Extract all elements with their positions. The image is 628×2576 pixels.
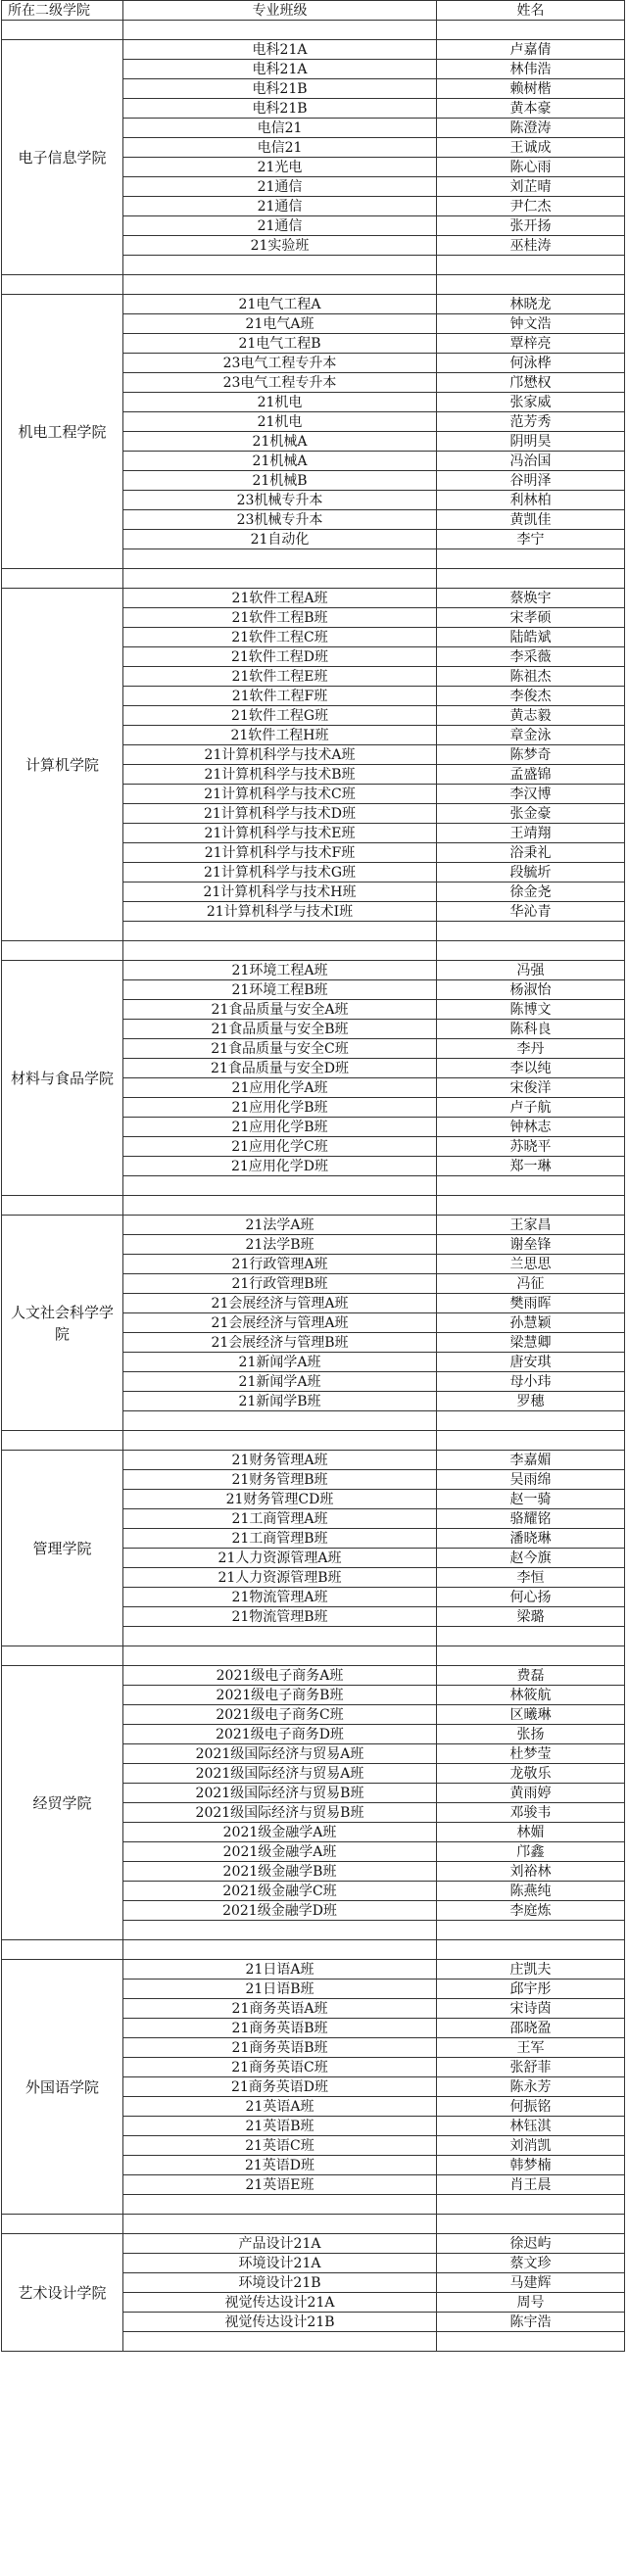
name-cell: 林钰淇: [437, 2117, 625, 2136]
class-cell: 21会展经济与管理A班: [123, 1313, 437, 1333]
name-cell: 谢垒锋: [437, 1235, 625, 1255]
name-cell: 李庭炼: [437, 1901, 625, 1921]
group-spacer-row: [2, 2215, 625, 2234]
empty-cell: [123, 1196, 437, 1216]
name-cell: 黄志毅: [437, 706, 625, 726]
empty-cell: [2, 941, 123, 961]
class-cell: 21自动化: [123, 530, 437, 549]
class-cell: 23电气工程专升本: [123, 373, 437, 393]
table-row: [2, 295, 625, 314]
name-cell: 华沁青: [437, 902, 625, 922]
name-cell: 浴秉礼: [437, 843, 625, 863]
name-cell: 杨淑怡: [437, 980, 625, 1000]
name-cell: 黄本豪: [437, 99, 625, 119]
name-cell: 兰思思: [437, 1255, 625, 1274]
name-cell: 邓骏韦: [437, 1803, 625, 1823]
name-cell: 母小玮: [437, 1372, 625, 1392]
name-cell: 李俊杰: [437, 687, 625, 706]
class-cell: 视觉传达设计21A: [123, 2293, 437, 2313]
name-cell: 陆皓斌: [437, 628, 625, 647]
class-cell: 21软件工程A班: [123, 589, 437, 608]
class-cell: 21食品质量与安全D班: [123, 1059, 437, 1078]
name-cell: 蔡焕宇: [437, 589, 625, 608]
group-spacer-row: [2, 275, 625, 295]
class-cell: 21应用化学D班: [123, 1157, 437, 1176]
class-cell: 21商务英语C班: [123, 2058, 437, 2077]
class-cell: 21实验班: [123, 236, 437, 256]
empty-cell: [123, 2195, 437, 2215]
name-cell: 陈永芳: [437, 2077, 625, 2097]
empty-cell: [123, 549, 437, 569]
class-cell: 21机械B: [123, 471, 437, 491]
name-cell: 李以纯: [437, 1059, 625, 1078]
group-spacer-row: [2, 569, 625, 589]
name-cell: 陈心雨: [437, 158, 625, 177]
class-cell: 2021级金融学B班: [123, 1862, 437, 1882]
college-cell: 艺术设计学院: [2, 2234, 123, 2352]
class-cell: 2021级国际经济与贸易B班: [123, 1784, 437, 1803]
name-cell: 卢嘉倩: [437, 40, 625, 60]
class-cell: 21软件工程B班: [123, 608, 437, 628]
name-cell: 蔡文珍: [437, 2254, 625, 2273]
class-cell: 21计算机科学与技术F班: [123, 843, 437, 863]
name-cell: 张家威: [437, 393, 625, 412]
class-cell: 21行政管理B班: [123, 1274, 437, 1294]
name-cell: 肖王晨: [437, 2175, 625, 2195]
class-cell: 21计算机科学与技术D班: [123, 804, 437, 824]
name-cell: 章金泳: [437, 726, 625, 745]
class-cell: 电科21A: [123, 40, 437, 60]
class-cell: 2021级国际经济与贸易B班: [123, 1803, 437, 1823]
name-cell: 张金豪: [437, 804, 625, 824]
empty-cell: [123, 1431, 437, 1451]
class-cell: 21计算机科学与技术G班: [123, 863, 437, 883]
class-cell: 21软件工程F班: [123, 687, 437, 706]
name-cell: 龙敬乐: [437, 1764, 625, 1784]
class-cell: 21软件工程G班: [123, 706, 437, 726]
name-cell: 费磊: [437, 1666, 625, 1686]
class-cell: 21英语B班: [123, 2117, 437, 2136]
empty-cell: [437, 1940, 625, 1960]
class-cell: 21工商管理B班: [123, 1529, 437, 1549]
name-cell: 王靖翔: [437, 824, 625, 843]
name-cell: 骆耀铭: [437, 1509, 625, 1529]
class-cell: 21日语A班: [123, 1960, 437, 1980]
name-cell: 谷明泽: [437, 471, 625, 491]
class-cell: 21光电: [123, 158, 437, 177]
table-row: [2, 1960, 625, 1980]
class-cell: 21计算机科学与技术C班: [123, 785, 437, 804]
class-cell: 电科21B: [123, 79, 437, 99]
empty-cell: [437, 21, 625, 40]
class-cell: 电信21: [123, 138, 437, 158]
class-cell: 21软件工程D班: [123, 647, 437, 667]
class-cell: 2021级电子商务C班: [123, 1705, 437, 1725]
name-cell: 苏晓平: [437, 1137, 625, 1157]
class-cell: 21应用化学B班: [123, 1098, 437, 1118]
class-cell: 21英语A班: [123, 2097, 437, 2117]
empty-cell: [437, 1646, 625, 1666]
name-cell: 庄凯夫: [437, 1960, 625, 1980]
class-cell: 21软件工程H班: [123, 726, 437, 745]
class-cell: 视觉传达设计21B: [123, 2313, 437, 2332]
name-cell: 赖树楷: [437, 79, 625, 99]
name-cell: 徐迟屿: [437, 2234, 625, 2254]
name-cell: 黄凯佳: [437, 510, 625, 530]
class-cell: 21法学B班: [123, 1235, 437, 1255]
empty-cell: [123, 1176, 437, 1196]
college-cell: 机电工程学院: [2, 295, 123, 569]
name-cell: 陈博文: [437, 1000, 625, 1020]
class-cell: 21财务管理CD班: [123, 1490, 437, 1509]
college-cell: 材料与食品学院: [2, 961, 123, 1196]
name-cell: 林伟浩: [437, 60, 625, 79]
college-cell: 外国语学院: [2, 1960, 123, 2215]
class-cell: 21英语E班: [123, 2175, 437, 2195]
class-cell: 21计算机科学与技术E班: [123, 824, 437, 843]
name-cell: 陈科良: [437, 1020, 625, 1039]
name-cell: 邵晓盈: [437, 2019, 625, 2038]
roster-table: [1, 0, 625, 2352]
class-cell: 21新闻学B班: [123, 1392, 437, 1411]
name-cell: 陈梦奇: [437, 745, 625, 765]
class-cell: 21人力资源管理A班: [123, 1549, 437, 1568]
class-cell: 21英语D班: [123, 2156, 437, 2175]
group-spacer-row: [2, 941, 625, 961]
name-cell: 梁璐: [437, 1607, 625, 1627]
header-name: 姓名: [437, 1, 625, 21]
class-cell: 21计算机科学与技术B班: [123, 765, 437, 785]
name-cell: 刘芷晴: [437, 177, 625, 197]
table-row: [2, 1451, 625, 1470]
class-cell: 21商务英语B班: [123, 2038, 437, 2058]
class-cell: 21会展经济与管理B班: [123, 1333, 437, 1353]
empty-cell: [123, 2215, 437, 2234]
name-cell: 吴雨绵: [437, 1470, 625, 1490]
group-spacer-row: [2, 1196, 625, 1216]
class-cell: 2021级金融学D班: [123, 1901, 437, 1921]
empty-cell: [437, 1411, 625, 1431]
name-cell: 阴明昊: [437, 432, 625, 452]
table-row: [2, 1216, 625, 1235]
group-spacer-row: [2, 21, 625, 40]
name-cell: 刘裕林: [437, 1862, 625, 1882]
name-cell: 张开扬: [437, 216, 625, 236]
header-row: [2, 1, 625, 21]
empty-cell: [123, 922, 437, 941]
group-spacer-row: [2, 1646, 625, 1666]
header-class: 专业班级: [123, 1, 437, 21]
class-cell: 2021级电子商务A班: [123, 1666, 437, 1686]
name-cell: 李恒: [437, 1568, 625, 1588]
empty-cell: [437, 1627, 625, 1646]
class-cell: 21软件工程C班: [123, 628, 437, 647]
name-cell: 樊雨晖: [437, 1294, 625, 1313]
class-cell: 21法学A班: [123, 1216, 437, 1235]
empty-cell: [123, 1921, 437, 1940]
table-row: [2, 961, 625, 980]
college-cell: 经贸学院: [2, 1666, 123, 1940]
name-cell: 宋诗茵: [437, 1999, 625, 2019]
empty-cell: [2, 1940, 123, 1960]
class-cell: 电科21B: [123, 99, 437, 119]
class-cell: 2021级国际经济与贸易A班: [123, 1744, 437, 1764]
class-cell: 环境设计21B: [123, 2273, 437, 2293]
college-cell: 人文社会科学学院: [2, 1216, 123, 1431]
name-cell: 林筱航: [437, 1686, 625, 1705]
empty-cell: [2, 21, 123, 40]
class-cell: 2021级电子商务B班: [123, 1686, 437, 1705]
name-cell: 巫桂涛: [437, 236, 625, 256]
name-cell: 何振铭: [437, 2097, 625, 2117]
class-cell: 21会展经济与管理A班: [123, 1294, 437, 1313]
name-cell: 李丹: [437, 1039, 625, 1059]
name-cell: 冯征: [437, 1274, 625, 1294]
name-cell: 孟盛锦: [437, 765, 625, 785]
name-cell: 钟文浩: [437, 314, 625, 334]
name-cell: 宋孝硕: [437, 608, 625, 628]
class-cell: 21电气工程A: [123, 295, 437, 314]
class-cell: 21机械A: [123, 452, 437, 471]
class-cell: 21商务英语D班: [123, 2077, 437, 2097]
class-cell: 23机械专升本: [123, 510, 437, 530]
class-cell: 21计算机科学与技术I班: [123, 902, 437, 922]
empty-cell: [2, 1646, 123, 1666]
name-cell: 马建辉: [437, 2273, 625, 2293]
empty-cell: [437, 1921, 625, 1940]
class-cell: 21物流管理A班: [123, 1588, 437, 1607]
college-cell: 计算机学院: [2, 589, 123, 941]
table-row: [2, 2234, 625, 2254]
class-cell: 21食品质量与安全B班: [123, 1020, 437, 1039]
name-cell: 冯治国: [437, 452, 625, 471]
name-cell: 刘消凯: [437, 2136, 625, 2156]
empty-cell: [2, 1431, 123, 1451]
name-cell: 杜梦莹: [437, 1744, 625, 1764]
class-cell: 2021级金融学A班: [123, 1842, 437, 1862]
name-cell: 潘晓琳: [437, 1529, 625, 1549]
empty-cell: [437, 569, 625, 589]
class-cell: 21环境工程A班: [123, 961, 437, 980]
empty-cell: [123, 569, 437, 589]
name-cell: 邝懋权: [437, 373, 625, 393]
name-cell: 宋俊洋: [437, 1078, 625, 1098]
class-cell: 21通信: [123, 197, 437, 216]
college-cell: 电子信息学院: [2, 40, 123, 275]
class-cell: 21电气A班: [123, 314, 437, 334]
empty-cell: [437, 2215, 625, 2234]
name-cell: 邱宇彤: [437, 1980, 625, 1999]
empty-cell: [437, 922, 625, 941]
name-cell: 陈祖杰: [437, 667, 625, 687]
name-cell: 韩梦楠: [437, 2156, 625, 2175]
class-cell: 2021级金融学A班: [123, 1823, 437, 1842]
name-cell: 周号: [437, 2293, 625, 2313]
class-cell: 电信21: [123, 119, 437, 138]
name-cell: 徐金尧: [437, 883, 625, 902]
class-cell: 21计算机科学与技术H班: [123, 883, 437, 902]
empty-cell: [437, 1176, 625, 1196]
empty-cell: [123, 2332, 437, 2352]
name-cell: 覃梓亮: [437, 334, 625, 354]
class-cell: 21计算机科学与技术A班: [123, 745, 437, 765]
class-cell: 23机械专升本: [123, 491, 437, 510]
class-cell: 21财务管理B班: [123, 1470, 437, 1490]
empty-cell: [123, 21, 437, 40]
name-cell: 黄雨婷: [437, 1784, 625, 1803]
name-cell: 何泳桦: [437, 354, 625, 373]
class-cell: 21通信: [123, 216, 437, 236]
class-cell: 21商务英语A班: [123, 1999, 437, 2019]
class-cell: 2021级国际经济与贸易A班: [123, 1764, 437, 1784]
name-cell: 郑一琳: [437, 1157, 625, 1176]
group-spacer-row: [2, 1940, 625, 1960]
class-cell: 21新闻学A班: [123, 1353, 437, 1372]
class-cell: 21机械A: [123, 432, 437, 452]
name-cell: 唐安琪: [437, 1353, 625, 1372]
empty-cell: [123, 1646, 437, 1666]
class-cell: 21新闻学A班: [123, 1372, 437, 1392]
class-cell: 21机电: [123, 393, 437, 412]
name-cell: 张舒菲: [437, 2058, 625, 2077]
name-cell: 罗穗: [437, 1392, 625, 1411]
class-cell: 21机电: [123, 412, 437, 432]
class-cell: 23电气工程专升本: [123, 354, 437, 373]
class-cell: 2021级金融学C班: [123, 1882, 437, 1901]
empty-cell: [123, 1940, 437, 1960]
class-cell: 21财务管理A班: [123, 1451, 437, 1470]
empty-cell: [2, 1196, 123, 1216]
roster-sheet: [1, 0, 624, 2352]
name-cell: 林晓龙: [437, 295, 625, 314]
class-cell: 21软件工程E班: [123, 667, 437, 687]
empty-cell: [437, 1196, 625, 1216]
class-cell: 电科21A: [123, 60, 437, 79]
class-cell: 21应用化学B班: [123, 1118, 437, 1137]
class-cell: 21行政管理A班: [123, 1255, 437, 1274]
empty-cell: [2, 2215, 123, 2234]
name-cell: 孙慧颖: [437, 1313, 625, 1333]
empty-cell: [123, 941, 437, 961]
empty-cell: [2, 569, 123, 589]
name-cell: 利林柏: [437, 491, 625, 510]
class-cell: 21应用化学A班: [123, 1078, 437, 1098]
empty-cell: [437, 1431, 625, 1451]
empty-cell: [2, 275, 123, 295]
class-cell: 21环境工程B班: [123, 980, 437, 1000]
name-cell: 王家昌: [437, 1216, 625, 1235]
name-cell: 赵今旗: [437, 1549, 625, 1568]
empty-cell: [123, 1411, 437, 1431]
table-row: [2, 1666, 625, 1686]
class-cell: 21电气工程B: [123, 334, 437, 354]
name-cell: 李嘉媚: [437, 1451, 625, 1470]
table-row: [2, 589, 625, 608]
name-cell: 卢子航: [437, 1098, 625, 1118]
name-cell: 段毓圻: [437, 863, 625, 883]
class-cell: 21通信: [123, 177, 437, 197]
name-cell: 陈燕纯: [437, 1882, 625, 1901]
name-cell: 邝鑫: [437, 1842, 625, 1862]
name-cell: 冯强: [437, 961, 625, 980]
name-cell: 何心扬: [437, 1588, 625, 1607]
name-cell: 林媚: [437, 1823, 625, 1842]
class-cell: 产品设计21A: [123, 2234, 437, 2254]
name-cell: 赵一骑: [437, 1490, 625, 1509]
name-cell: 王军: [437, 2038, 625, 2058]
name-cell: 李采薇: [437, 647, 625, 667]
empty-cell: [123, 1627, 437, 1646]
class-cell: 21应用化学C班: [123, 1137, 437, 1157]
name-cell: 张扬: [437, 1725, 625, 1744]
name-cell: 陈宇浩: [437, 2313, 625, 2332]
class-cell: 21商务英语B班: [123, 2019, 437, 2038]
college-cell: 管理学院: [2, 1451, 123, 1646]
empty-cell: [437, 256, 625, 275]
name-cell: 尹仁杰: [437, 197, 625, 216]
class-cell: 2021级电子商务D班: [123, 1725, 437, 1744]
empty-cell: [437, 275, 625, 295]
class-cell: 环境设计21A: [123, 2254, 437, 2273]
name-cell: 钟林志: [437, 1118, 625, 1137]
empty-cell: [123, 256, 437, 275]
empty-cell: [437, 2332, 625, 2352]
group-spacer-row: [2, 1431, 625, 1451]
name-cell: 李宁: [437, 530, 625, 549]
class-cell: 21人力资源管理B班: [123, 1568, 437, 1588]
empty-cell: [123, 275, 437, 295]
empty-cell: [437, 941, 625, 961]
class-cell: 21食品质量与安全A班: [123, 1000, 437, 1020]
class-cell: 21食品质量与安全C班: [123, 1039, 437, 1059]
class-cell: 21工商管理A班: [123, 1509, 437, 1529]
empty-cell: [437, 2195, 625, 2215]
empty-cell: [437, 549, 625, 569]
class-cell: 21英语C班: [123, 2136, 437, 2156]
name-cell: 范芳秀: [437, 412, 625, 432]
header-college: 所在二级学院: [2, 1, 123, 21]
name-cell: 王诚成: [437, 138, 625, 158]
name-cell: 梁慧卿: [437, 1333, 625, 1353]
class-cell: 21物流管理B班: [123, 1607, 437, 1627]
name-cell: 陈澄涛: [437, 119, 625, 138]
name-cell: 李汉博: [437, 785, 625, 804]
table-row: [2, 40, 625, 60]
name-cell: 区曦琳: [437, 1705, 625, 1725]
class-cell: 21日语B班: [123, 1980, 437, 1999]
